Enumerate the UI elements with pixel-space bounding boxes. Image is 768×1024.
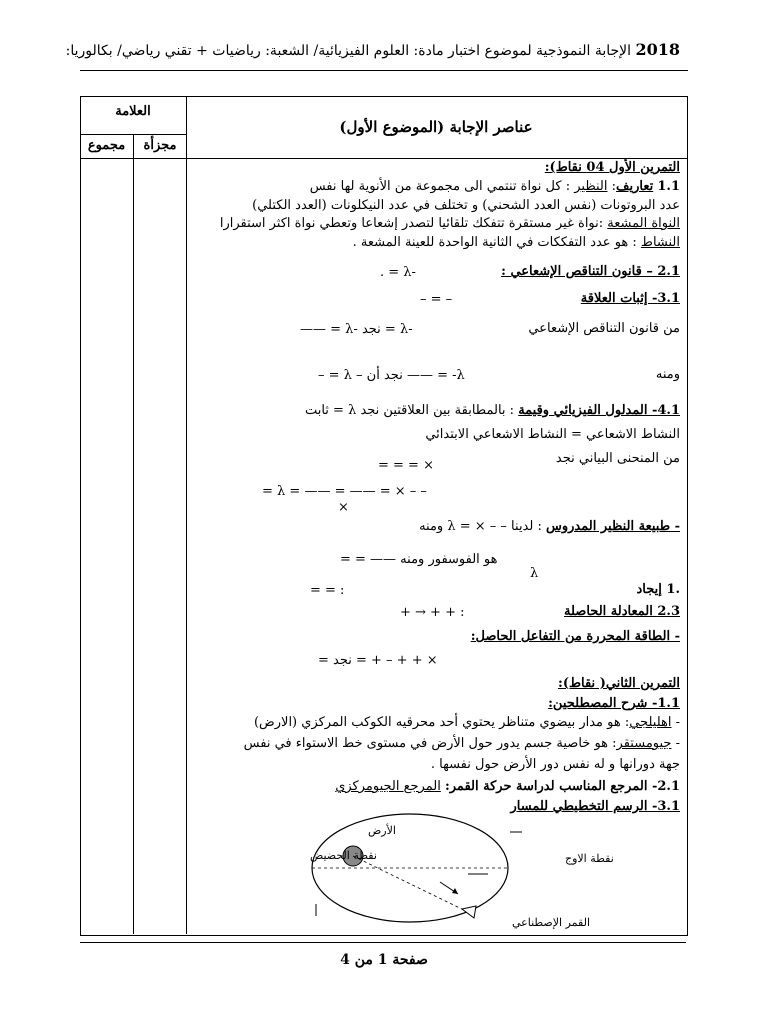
ex1-q11-line4 <box>353 236 680 251</box>
ex1-q41-equation2: – – × = —— = —— = λ = <box>262 484 427 499</box>
ex2-term1: اهليلجي <box>629 715 672 730</box>
orbit-diagram <box>240 814 614 934</box>
ex1-title: التمرين الأول 04 نقاط): <box>544 160 680 175</box>
table-divider-content <box>186 96 187 934</box>
total-grade-header: مجموع <box>87 138 126 153</box>
ex1-q11-text4: : هو عدد التفككات في الثانية الواحدة للعينة المشعة . <box>352 235 637 250</box>
ex1-q41-line <box>305 404 680 419</box>
ex1-q11-term2: النواة المشعة <box>607 216 680 231</box>
ex1-q41-line2: من المنحنى البياني نجد <box>555 451 680 466</box>
ex2-term2-line: - جيومستقر: هو خاصية جسم يدور حول الأرض في مستوى خط الاستواء في نفس <box>243 736 680 751</box>
ex1-q11-line2: عدد البروتونات (نفس العدد الشحني) و تختلف في عدد النيكلونات (العدد الكتلي) <box>252 198 680 213</box>
page-header <box>65 40 680 59</box>
ex2-q31: 3.1- الرسم التخطيطي للمسار <box>510 799 680 814</box>
ex1-nature-lambda: λ <box>530 566 539 581</box>
radius-line <box>353 856 468 912</box>
ex1-q11-number: 1.1 <box>657 179 680 194</box>
ex2-q21-line <box>335 780 680 795</box>
ex1-nature-rest: : لدينا – – × = λ ومنه <box>419 519 542 534</box>
ex2-term1-line: - اهليلجي: هو مدار بيضوي متناظر يحتوي أحد محرقيه الكوكب المركزي (الارض) <box>253 715 680 730</box>
grade-header: العلامة <box>115 104 151 119</box>
table-header-rule <box>80 158 687 159</box>
perigee-label: نقطة الحضيض <box>310 849 377 862</box>
ex2-q21: 2.1- المرجع المناسب لدراسة حركة القمر: <box>444 779 680 794</box>
apogee-label: نقطة الاوج <box>565 852 614 865</box>
ex1-q31: 3.1- إثبات العلاقة <box>580 291 680 306</box>
ex1-q31-equation3: λ- = —— نجد أن – λ = – <box>318 368 465 383</box>
ex1-energy-equation: × + + – + = نجد = <box>318 653 438 668</box>
ex1-nature-equation: هو الفوسفور ومنه —— = = <box>340 552 498 567</box>
ex1-q41-line1: النشاط الاشعاعي = النشاط الاشعاعي الابتدائي <box>425 427 680 442</box>
ex1-q41-rest: : بالمطابقة بين العلاقتين نجد λ = ثابت <box>304 403 515 418</box>
ex1-q31-equation2: -λ = نجد -λ = —— <box>300 322 413 337</box>
header-title: الإجابة النموذجية لموضوع اختبار مادة: العلوم الفيزيائية/ الشعبة: رياضيات + تقني رياضي/ بكالوريا: <box>65 43 632 59</box>
ex2-term2-def2: جهة دورانها و له نفس دور الأرض حول نفسها . <box>430 757 680 772</box>
ex2-term1-def: : هو مدار بيضوي متناظر يحتوي أحد محرقيه الكوكب المركزي (الارض) <box>253 715 630 730</box>
ex2-q21-answer: المرجع الجيومركزي <box>335 779 441 794</box>
ex1-energy: - الطاقة المحررة من التفاعل الحاصل: <box>470 629 680 644</box>
ex1-q11-label: تعاريف <box>616 179 654 194</box>
ex1-q11-line3 <box>220 217 680 232</box>
ex1-q23-equation: : + + → + <box>400 605 465 620</box>
ex1-q11-line1: 1.1 تعاريف: النظير : كل نواة تنتمي الى مجموعة من الأنوية لها نفس <box>309 179 680 194</box>
ex1-q11-text3: :نواة غير مستقرة تتفكك تلقائيا لتصدر إشعاعا وتعطي نواة اكثر استقرارا <box>219 216 604 231</box>
ex1-nature-line <box>419 520 680 535</box>
ex1-q21-equation: -λ = . <box>380 265 416 280</box>
ex2-title: التمرين الثاني( نقاط): <box>558 676 680 691</box>
ex1-q21: 2.1 – قانون التناقص الإشعاعي : <box>501 264 680 279</box>
footer-rule <box>80 942 686 943</box>
ex2-term2: جيومستقر <box>616 736 672 751</box>
ex1-q11-term: النظير <box>574 179 608 194</box>
ex1-q31-text2: ومنه <box>655 367 680 382</box>
header-rule <box>80 70 688 71</box>
grade-header-rule <box>80 134 186 135</box>
ex1-find-equation: : = = <box>310 583 345 598</box>
ex2-term2-def: : هو خاصية جسم يدور حول الأرض في مستوى خط الاستواء في نفس <box>243 736 617 751</box>
ex1-find: .1 إيجاد <box>636 582 680 597</box>
ex1-q11-term3: النشاط <box>640 235 680 250</box>
ex1-nature-label: - طبيعة النظير المدروس <box>546 519 680 534</box>
ex1-q41-equation2b: × <box>338 500 349 515</box>
ex1-q41-equation1: × = = = <box>378 458 434 473</box>
content-header: عناصر الإجابة (الموضوع الأول) <box>339 118 533 136</box>
header-year: 2018 <box>635 40 680 59</box>
page-footer: صفحة 1 من 4 <box>340 952 428 968</box>
satellite-icon <box>462 906 476 918</box>
partial-grade-header: مجزأة <box>143 138 177 153</box>
ex1-q31-equation: – = – <box>420 292 453 307</box>
ex1-q41-label: 4.1- المدلول الفيزيائي وقيمة <box>518 403 680 418</box>
ex1-q11-text1: : كل نواة تنتمي الى مجموعة من الأنوية لها نفس <box>309 179 571 194</box>
table-divider-total <box>133 134 134 934</box>
ex1-q31-text: من قانون التناقص الإشعاعي <box>528 321 680 336</box>
ex1-q23: 2.3 المعادلة الحاصلة <box>564 604 680 619</box>
ex2-q11: 1.1- شرح المصطلحين: <box>548 696 680 711</box>
satellite-label: القمر الإصطناعي <box>512 916 590 929</box>
earth-label: الأرض <box>368 824 396 837</box>
